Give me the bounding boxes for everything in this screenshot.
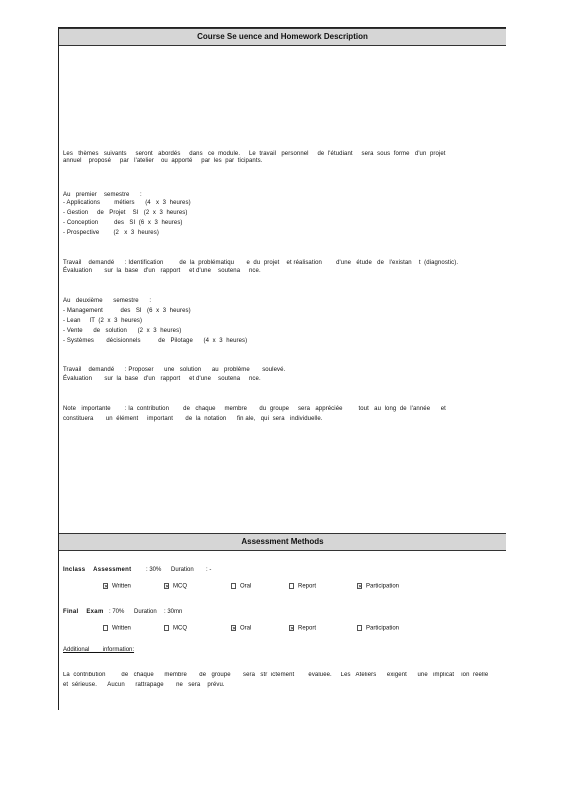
- sem1-heading: Au premier semestre :: [63, 192, 142, 198]
- work1-line-2: Évaluation sur la base d'un rapport et d'une soutena nce.: [63, 268, 261, 274]
- inclass-assessment-label: Inclass Assessment: [63, 567, 132, 573]
- inclass-option-report[interactable]: Report: [289, 583, 316, 591]
- final-option-written[interactable]: Written: [103, 625, 131, 633]
- intro-line-2: annuel proposé par l'atelier ou apporté par les par ticipants.: [63, 158, 263, 164]
- assessment-methods-header: Assessment Methods: [59, 533, 506, 551]
- checkbox-icon[interactable]: ✕: [165, 584, 170, 590]
- final-option-participation[interactable]: Participation: [357, 625, 399, 633]
- work1-line-1: Travail demandé : Identification de la problématiqu e du projet et réalisation d'une étude de l'existan t (diagnostic).: [63, 260, 459, 266]
- sem2-item: - Systèmes décisionnels de Pilotage (4 x 3 heures): [63, 338, 248, 344]
- inclass-option-participation[interactable]: ✕ Participation: [358, 583, 400, 590]
- inclass-percentage: : 30%: [146, 567, 162, 573]
- checkbox-icon[interactable]: ✕: [104, 584, 109, 590]
- note-line-1: Note importante : la contribution de chaque membre du groupe sera appréciée tout au long de l'année et: [63, 406, 446, 412]
- inclass-option-mcq[interactable]: ✕ MCQ: [165, 583, 187, 590]
- final-duration-value: : 30mn: [164, 609, 183, 615]
- checkbox-icon[interactable]: [231, 583, 236, 589]
- final-percentage: : 70%: [109, 609, 125, 615]
- inclass-option-written[interactable]: ✕ Written: [104, 583, 131, 590]
- checkbox-icon[interactable]: ✕: [358, 584, 363, 590]
- sem2-item: - Lean IT (2 x 3 heures): [63, 318, 143, 324]
- checkbox-icon[interactable]: ✕: [290, 626, 295, 632]
- sem1-item: - Prospective (2 x 3 heures): [63, 230, 159, 236]
- note-line-2: constituera un élément important de la notation fin ale, qui sera individuelle.: [63, 416, 323, 422]
- final-option-oral[interactable]: ✕ Oral: [232, 625, 252, 632]
- inclass-duration-label: Duration: [171, 567, 194, 573]
- intro-line-1: Les thèmes suivants seront abordés dans ce module. Le travail personnel de l'étudiant sera sous forme d'un projet: [63, 151, 446, 157]
- final-exam-label: Final Exam: [63, 609, 104, 615]
- additional-information-label: Additional information:: [63, 647, 135, 653]
- final-duration-label: Duration: [134, 609, 157, 615]
- sem1-item: - Applications métiers (4 x 3 heures): [63, 200, 191, 206]
- frame-left-border: [58, 27, 59, 710]
- work2-line-2: Évaluation sur la base d'un rapport et d'une soutena nce.: [63, 376, 261, 382]
- final-option-mcq[interactable]: MCQ: [164, 625, 187, 633]
- final-option-report[interactable]: ✕ Report: [290, 625, 317, 632]
- inclass-option-oral[interactable]: Oral: [231, 583, 251, 591]
- additional-text-line-2: et sérieuse. Aucun rattrapage ne sera prévu.: [63, 682, 225, 688]
- checkbox-icon[interactable]: ✕: [232, 626, 237, 632]
- checkbox-icon[interactable]: [289, 583, 294, 589]
- sem1-item: - Conception des SI (6 x 3 heures): [63, 220, 183, 226]
- course-sequence-header: Course Se uence and Homework Description: [59, 28, 506, 46]
- work2-line-1: Travail demandé : Proposer une solution au problème soulevé.: [63, 367, 286, 373]
- checkbox-icon[interactable]: [357, 625, 362, 631]
- additional-text-line-1: La contribution de chaque membre de groupe sera str ictement évaluée. Les Ateliers exigent une implicat ion réelle: [63, 672, 489, 678]
- checkbox-icon[interactable]: [164, 625, 169, 631]
- sem2-heading: Au deuxième semestre :: [63, 298, 152, 304]
- sem2-item: - Management des SI (6 x 3 heures): [63, 308, 191, 314]
- sem2-item: - Vente de solution (2 x 3 heures): [63, 328, 182, 334]
- checkbox-icon[interactable]: [103, 625, 108, 631]
- sem1-item: - Gestion de Projet SI (2 x 3 heures): [63, 210, 188, 216]
- inclass-duration-value: : -: [206, 567, 212, 573]
